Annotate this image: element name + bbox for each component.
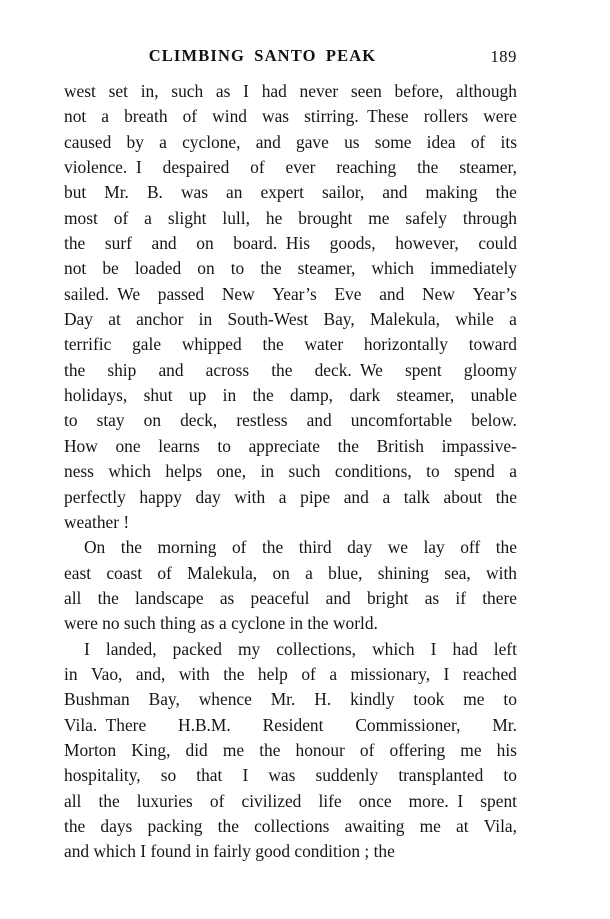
text-line: Bushman Bay, whence Mr. H. kindly took me to (64, 689, 517, 710)
text-line: On the morning of the third day we lay off the (84, 537, 517, 558)
text-line: terrific gale whipped the water horizontally toward (64, 334, 517, 355)
text-line: sailed. We passed New Year’s Eve and New Year’s (64, 283, 517, 304)
text-line: the days packing the collections awaiting me at Vila, (64, 815, 517, 836)
text-line: perfectly happy day with a pipe and a talk about the (64, 486, 517, 507)
text-line: were no such thing as a cyclone in the world. (64, 613, 378, 634)
text-line: the surf and on board. His goods, however, could (64, 233, 517, 254)
text-line: not be loaded on to the steamer, which immediately (64, 258, 517, 279)
text-line: west set in, such as I had never seen before, although (64, 81, 517, 101)
text-line: How one learns to appreciate the British impassive- (64, 435, 517, 456)
text-line: Vila. There H.B.M. Resident Commissioner, Mr. (64, 714, 517, 735)
text-line: most of a slight lull, he brought me safely through (64, 207, 517, 228)
text-line: and which I found in fairly good condition ; the (64, 841, 395, 862)
text-line: hospitality, so that I was suddenly transplanted to (64, 765, 517, 786)
text-line: to stay on deck, restless and uncomfortable below. (64, 410, 517, 431)
text-line: all the landscape as peaceful and bright as if there (64, 587, 517, 608)
text-line: but Mr. B. was an expert sailor, and making the (64, 182, 517, 203)
text-line: caused by a cyclone, and gave us some idea of its (64, 131, 517, 152)
text-line: holidays, shut up in the damp, dark steamer, unable (64, 385, 517, 406)
running-head (64, 46, 517, 70)
text-line: all the luxuries of civilized life once more. I spent (64, 790, 517, 811)
page-number: 189 (490, 47, 517, 66)
text-line: Day at anchor in South-West Bay, Malekula, while a (64, 309, 517, 330)
text-line: I landed, packed my collections, which I had left (84, 638, 517, 659)
text-line: east coast of Malekula, on a blue, shining sea, with (64, 562, 517, 583)
text-line: violence. I despaired of ever reaching the steamer, (64, 157, 517, 178)
text-line: not a breath of wind was stirring. These rollers were (64, 106, 517, 127)
text-line: Morton King, did me the honour of offering me his (64, 739, 517, 760)
running-head-title: CLIMBING SANTO PEAK (148, 46, 377, 65)
body-text (64, 79, 517, 865)
text-line: weather ! (64, 511, 130, 532)
text-line: ness which helps one, in such conditions, to spend a (64, 461, 517, 482)
text-line: in Vao, and, with the help of a missionary, I reached (64, 663, 517, 684)
text-line: the ship and across the deck. We spent gloomy (64, 359, 517, 380)
